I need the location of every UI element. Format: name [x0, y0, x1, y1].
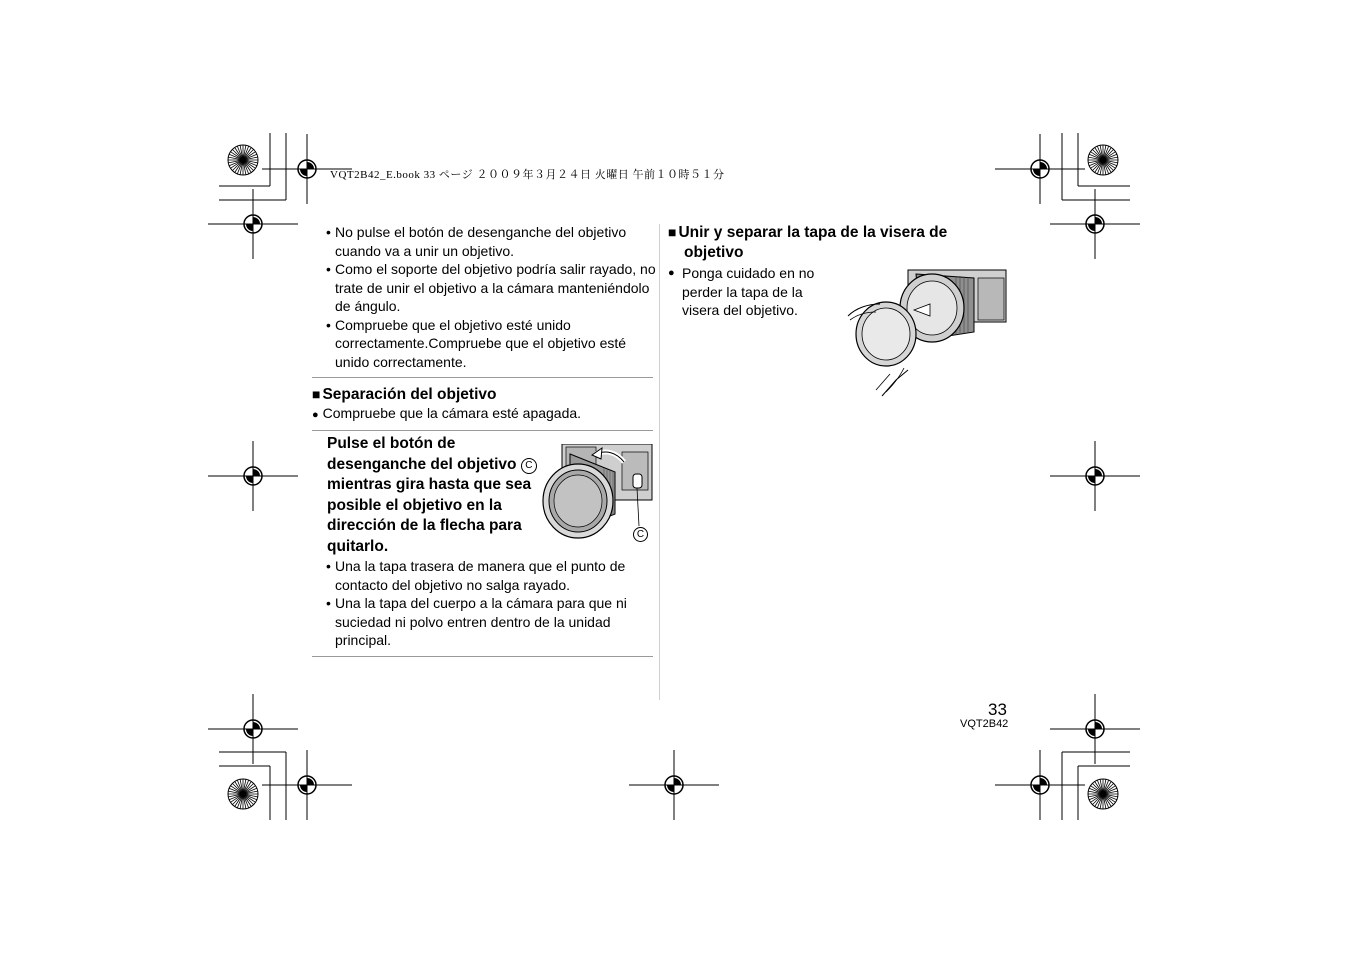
note-text: Ponga cuidado en no perder la tapa de la visera del objetivo. — [682, 265, 815, 318]
figure-callout-c: C — [633, 527, 648, 542]
bullet-dot: • — [326, 224, 331, 240]
section-divider-bottom — [312, 656, 653, 657]
precaution-list — [326, 223, 656, 371]
visera-note — [668, 264, 828, 320]
list-item — [326, 316, 656, 372]
list-item — [326, 260, 656, 316]
section-title-line2: objetivo — [684, 244, 744, 261]
print-header-line: VQT2B42_E.book 33 ページ ２００９年３月２４日 火曜日 午前１０時５１分 — [330, 169, 725, 181]
list-item — [326, 223, 656, 260]
bullet-dot: • — [326, 316, 331, 333]
step-divider-top — [312, 430, 653, 431]
section-note — [312, 404, 653, 425]
removal-notes — [326, 557, 656, 650]
column-divider — [659, 224, 660, 700]
page-number: 33 — [988, 700, 1007, 719]
bullet-dot: • — [326, 261, 331, 277]
bullet-text: Como el soporte del objetivo podría salir rayado, no trate de unir el objetivo a la cámara manteniéndolo de ángulo. — [335, 261, 656, 314]
bullet-text: Compruebe que el objetivo esté unido correctamente.Compruebe que el objetivo esté unido correctamente. — [335, 316, 627, 370]
section-title-visera — [668, 222, 998, 263]
square-bullet-icon: ■ — [312, 386, 321, 402]
bullet-text: No pulse el botón de desenganche del objetivo cuando va a unir un objetivo. — [335, 224, 627, 259]
section-title-line1: Unir y separar la tapa de la visera de — [678, 224, 948, 241]
section-divider — [312, 377, 653, 378]
model-code: VQT2B42 — [960, 718, 1009, 730]
note-text: Una la tapa del cuerpo a la cámara para que ni suciedad ni polvo entren dentro de la unidad principal. — [335, 595, 627, 648]
section-title-separacion — [312, 384, 653, 405]
square-bullet-icon: ■ — [668, 224, 677, 240]
step-instruction — [327, 434, 542, 557]
list-item — [326, 557, 656, 594]
step-text-part1: Pulse el botón de desenganche del objetivo — [327, 435, 517, 473]
bullet-filled-icon: ● — [312, 409, 319, 421]
bullet-dot: • — [326, 595, 331, 611]
circled-c-symbol: C — [521, 458, 537, 474]
note-text: Una la tapa trasera de manera que el punto de contacto del objetivo no salga rayado. — [335, 558, 626, 593]
note-text: Compruebe que la cámara esté apagada. — [322, 405, 582, 421]
list-item — [326, 594, 656, 650]
bullet-filled-icon: ● — [668, 267, 675, 279]
step-text-part2: mientras gira hasta que sea posible el objetivo en la dirección de la flecha para quitarlo. — [327, 476, 532, 555]
section-title-text: Separación del objetivo — [322, 386, 497, 403]
lens-hood-cap-illustration — [846, 268, 1008, 398]
bullet-dot: • — [326, 558, 331, 574]
